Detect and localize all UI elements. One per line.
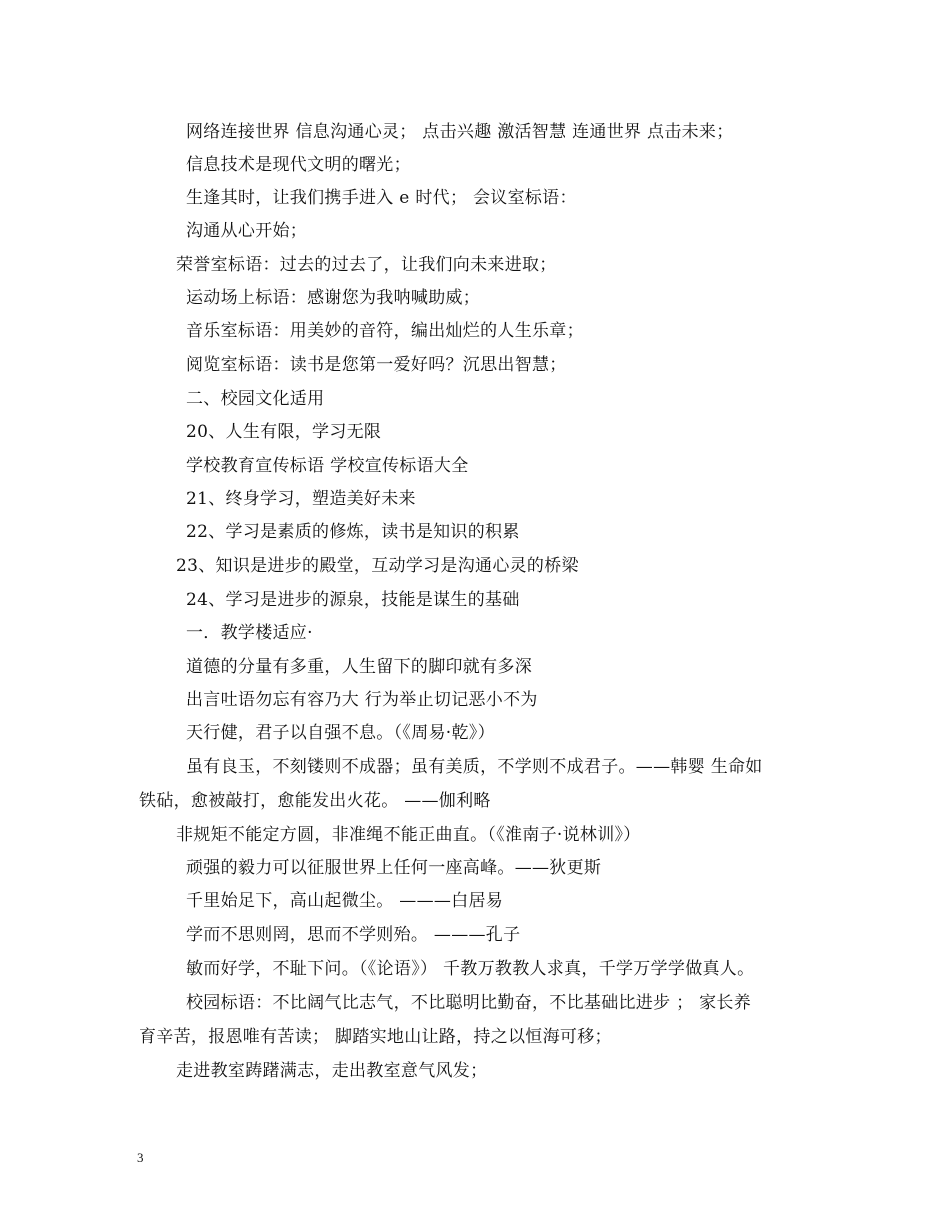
text-line: 24、学习是进步的源泉，技能是谋生的基础 xyxy=(186,590,520,610)
text-line: 22、学习是素质的修炼，读书是知识的积累 xyxy=(186,522,520,542)
page-number: 3 xyxy=(137,1150,144,1165)
text-line: 走进教室踌躇满志，走出教室意气风发； xyxy=(176,1061,488,1081)
text-line: 敏而好学，不耻下问。（《论语》） 千教万教教人求真，千学万学学做真人。 xyxy=(186,959,755,979)
text-line: 铁砧，愈被敲打，愈能发出火花。 ——伽利略 xyxy=(139,791,491,811)
text-line: 校园标语：不比阔气比志气，不比聪明比勤奋，不比基础比进步 ； 家长养 xyxy=(186,993,752,1013)
section-heading: 一．教学楼适应· xyxy=(186,623,313,643)
text-line: 21、终身学习，塑造美好未来 xyxy=(186,489,416,509)
text-line: 虽有良玉，不刻镂则不成器；虽有美质，不学则不成君子。——韩婴 生命如 xyxy=(186,757,763,777)
section-heading: 二、校园文化适用 xyxy=(186,389,325,409)
text-line: 沟通从心开始； xyxy=(186,221,308,241)
text-line: 阅览室标语：读书是您第一爱好吗？沉思出智慧； xyxy=(186,355,567,375)
text-line: 20、人生有限，学习无限 xyxy=(186,422,382,442)
text-line: 学校教育宣传标语 学校宣传标语大全 xyxy=(186,456,469,476)
text-line: 生逢其时，让我们携手进入 e 时代； 会议室标语： xyxy=(186,188,577,208)
text-line: 运动场上标语：感谢您为我呐喊助威； xyxy=(186,288,481,308)
text-line: 网络连接世界 信息沟通心灵； 点击兴趣 激活智慧 连通世界 点击未来； xyxy=(186,122,734,142)
text-line: 千里始足下，高山起微尘。 ———白居易 xyxy=(186,891,504,911)
text-line: 顽强的毅力可以征服世界上任何一座高峰。——狄更斯 xyxy=(186,858,602,878)
text-line: 道德的分量有多重，人生留下的脚印就有多深 xyxy=(186,657,532,677)
text-line: 天行健，君子以自强不息。（《周易·乾》） xyxy=(186,723,495,743)
text-line: 育辛苦，报恩唯有苦读； 脚踏实地山让路，持之以恒海可移； xyxy=(139,1027,612,1047)
text-line: 荣誉室标语：过去的过去了，让我们向未来进取； xyxy=(176,255,557,275)
text-line: 23、知识是进步的殿堂，互动学习是沟通心灵的桥梁 xyxy=(176,556,579,576)
text-line: 学而不思则罔，思而不学则殆。 ———孔子 xyxy=(186,925,521,945)
text-line: 出言吐语勿忘有容乃大 行为举止切记恶小不为 xyxy=(186,690,538,710)
text-line: 信息技术是现代文明的曙光； xyxy=(186,155,411,175)
text-line: 非规矩不能定方圆，非准绳不能正曲直。（《淮南子·说林训》） xyxy=(176,825,641,845)
text-line: 音乐室标语：用美妙的音符，编出灿烂的人生乐章； xyxy=(186,321,584,341)
